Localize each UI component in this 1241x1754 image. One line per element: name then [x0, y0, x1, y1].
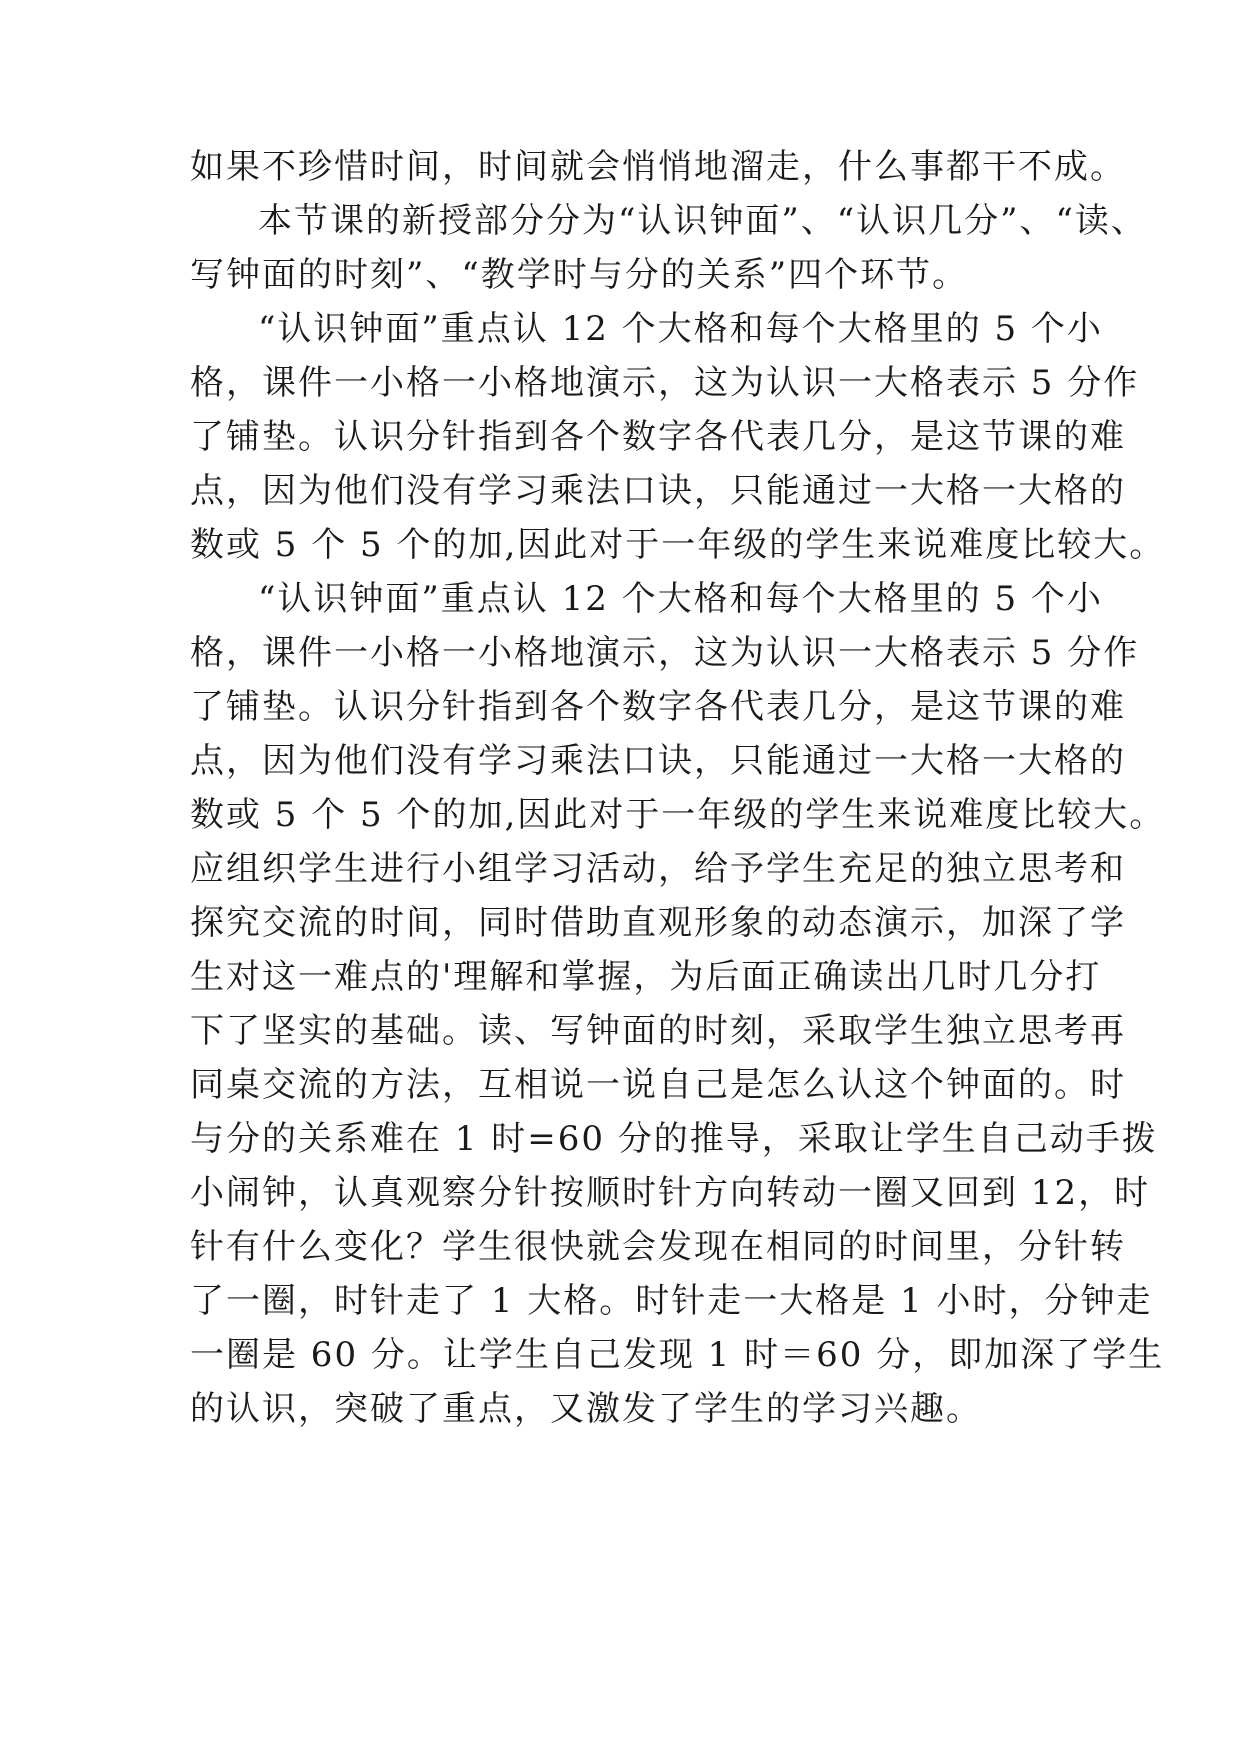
text-line: 数或 5 个 5 个的加,因此对于一年级的学生来说难度比较大。 [190, 795, 1166, 835]
text-line: 应组织学生进行小组学习活动，给予学生充足的独立思考和 [190, 849, 1126, 889]
text-line: 了一圈，时针走了 1 大格。时针走一大格是 1 小时，分钟走 [190, 1281, 1153, 1321]
text-line: 生对这一难点的'理解和掌握，为后面正确读出几时几分打 [190, 957, 1102, 997]
text-line: 点，因为他们没有学习乘法口诀，只能通过一大格一大格的 [190, 741, 1126, 781]
text-line: 格，课件一小格一小格地演示，这为认识一大格表示 5 分作 [190, 633, 1140, 673]
text-line: 本节课的新授部分分为“认识钟面”、“认识几分”、“读、 [258, 201, 1147, 241]
text-line: 一圈是 60 分。让学生自己发现 1 时＝60 分，即加深了学生 [190, 1335, 1165, 1375]
text-line: 点，因为他们没有学习乘法口诀，只能通过一大格一大格的 [190, 471, 1126, 511]
text-line: 了铺垫。认识分针指到各个数字各代表几分，是这节课的难 [190, 687, 1126, 727]
text-line: 了铺垫。认识分针指到各个数字各代表几分，是这节课的难 [190, 417, 1126, 457]
text-line: 探究交流的时间，同时借助直观形象的动态演示，加深了学 [190, 903, 1126, 943]
text-line: 下了坚实的基础。读、写钟面的时刻，采取学生独立思考再 [190, 1011, 1126, 1051]
text-line: “认识钟面”重点认 12 个大格和每个大格里的 5 个小 [258, 579, 1103, 619]
text-line: 与分的关系难在 1 时=60 分的推导，采取让学生自己动手拨 [190, 1119, 1158, 1159]
text-line: 格，课件一小格一小格地演示，这为认识一大格表示 5 分作 [190, 363, 1140, 403]
text-line: 数或 5 个 5 个的加,因此对于一年级的学生来说难度比较大。 [190, 525, 1166, 565]
text-line: 小闹钟，认真观察分针按顺时针方向转动一圈又回到 12，时 [190, 1173, 1151, 1213]
text-line: “认识钟面”重点认 12 个大格和每个大格里的 5 个小 [258, 309, 1103, 349]
text-line: 同桌交流的方法，互相说一说自己是怎么认这个钟面的。时 [190, 1065, 1126, 1105]
text-line: 针有什么变化？学生很快就会发现在相同的时间里，分针转 [190, 1227, 1126, 1267]
text-line: 写钟面的时刻”、“教学时与分的关系”四个环节。 [190, 255, 969, 295]
text-line: 的认识，突破了重点，又激发了学生的学习兴趣。 [190, 1389, 982, 1429]
text-line: 如果不珍惜时间，时间就会悄悄地溜走，什么事都干不成。 [190, 147, 1126, 187]
